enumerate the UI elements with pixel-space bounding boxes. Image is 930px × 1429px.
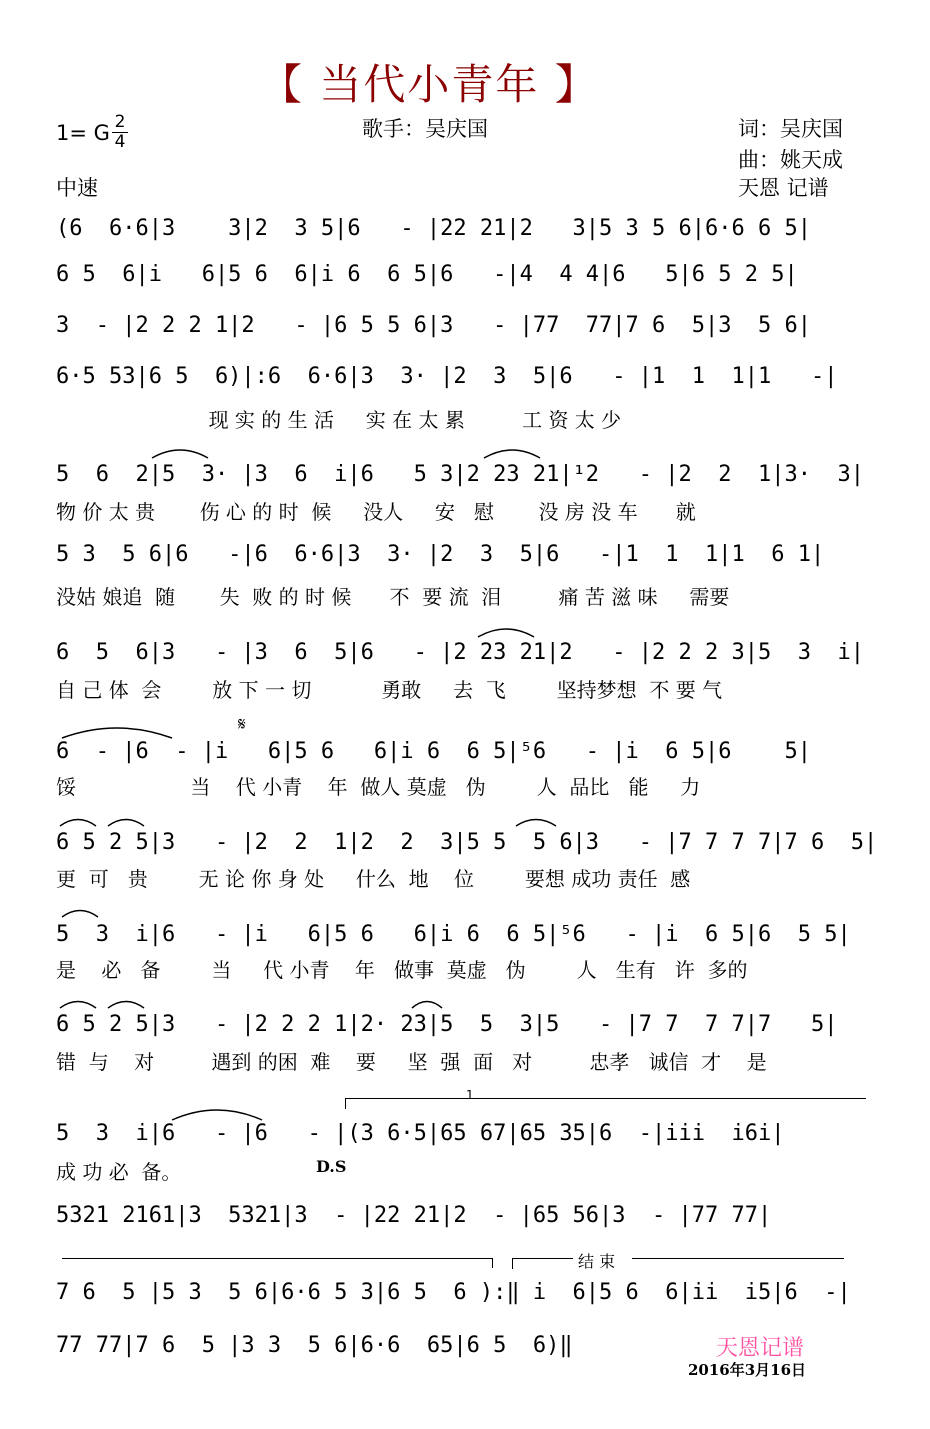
- transcriber-credit: 天恩 记谱: [738, 176, 829, 200]
- tempo-marking: 中速: [56, 176, 98, 200]
- score-line-2: 6 5 6|i 6|5 6 6|i 6 6 5|6 -|4 4 4|6 5|6 5 2 5|: [56, 262, 798, 287]
- slur-mark: [60, 907, 100, 919]
- score-line-4: 6·5 53|6 5 6)|:6 6·6|3 3· |2 3 5|6 - |1 1 1|1 -|: [56, 364, 838, 389]
- score-line-8: 6 - |6 - |i 6|5 6 6|i 6 6 5|⁵6 - |i 6 5|6 5|: [56, 739, 811, 764]
- segno-sign: 𝄋: [238, 714, 246, 735]
- lyrics-line-4: 现 实 的 生 活 实 在 太 累 工 资 太 少: [56, 408, 622, 432]
- tie-mark: [170, 1106, 264, 1122]
- slur-mark: [482, 446, 542, 460]
- slur-mark: [106, 816, 146, 828]
- slur-mark: [514, 816, 558, 828]
- lyrics-line-5: 物 价 太 贵 伤 心 的 时 候 没人 安 慰 没 房 没 车 就: [56, 500, 696, 524]
- lyrics-line-10: 是 必 备 当 代 小青 年 做事 莫虚 伪 人 生有 许 多的: [56, 958, 748, 982]
- volta-end-tick: [492, 1258, 493, 1268]
- time-signature: [112, 114, 128, 151]
- slur-mark: [410, 998, 444, 1010]
- ending-bracket: [512, 1258, 573, 1269]
- ending-label: 结 束: [578, 1252, 616, 1271]
- composer-credit: 曲：姚天成: [738, 148, 843, 172]
- time-signature-bottom: 4: [114, 132, 126, 152]
- score-line-14: 7 6 5 |5 3 5 6|6·6 5 3|6 5 6 ):‖ i 6|5 6 6|ii i5|6 -|: [56, 1280, 851, 1305]
- score-line-7: 6 5 6|3 - |3 6 5|6 - |2 23 21|2 - |2 2 2 3|5 3 i|: [56, 640, 864, 665]
- lyrics-line-11: 错 与 对 遇到 的困 难 要 坚 强 面 对 忠孝 诚信 才 是: [56, 1050, 767, 1074]
- lyrics-line-8: 馁 当 代 小青 年 做人 莫虚 伪 人 品比 能 力: [56, 775, 701, 799]
- transcriber-stamp: 天恩记谱: [716, 1336, 805, 1361]
- slur-mark: [150, 446, 210, 460]
- slur-mark: [476, 625, 536, 639]
- slur-mark: [58, 998, 98, 1010]
- score-line-5: 5 6 2|5 3· |3 6 i|6 5 3|2 23 21|¹2 - |2 2 1|3· 3|: [56, 462, 864, 487]
- volta-extension-line: [62, 1258, 492, 1259]
- score-line-12: 5 3 i|6 - |6 - |(3 6·5|65 67|65 35|6 -|iii i6i|: [56, 1121, 785, 1146]
- score-line-9: 6 5 2 5|3 - |2 2 1|2 2 3|5 5 5 6|3 - |7 7 7 7|7 6 5|: [56, 830, 878, 855]
- lyricist-credit: 词：吴庆国: [738, 117, 843, 141]
- lyrics-line-9: 更 可 贵 无 论 你 身 处 什么 地 位 要想 成功 责任 感: [56, 867, 691, 891]
- score-line-10: 5 3 i|6 - |i 6|5 6 6|i 6 6 5|⁵6 - |i 6 5|6 5 5|: [56, 922, 851, 947]
- score-line-13: 5321 2161|3 5321|3 - |22 21|2 - |65 56|3 - |77 77|: [56, 1203, 772, 1228]
- score-line-11: 6 5 2 5|3 - |2 2 2 1|2· 23|5 5 3|5 - |7 7 7 7|7 5|: [56, 1012, 838, 1037]
- ending-line: [632, 1258, 844, 1259]
- score-line-6: 5 3 5 6|6 -|6 6·6|3 3· |2 3 5|6 -|1 1 1|1 6 1|: [56, 542, 825, 567]
- transcription-date: 2016年3月16日: [688, 1361, 807, 1379]
- slur-mark: [106, 998, 146, 1010]
- score-line-3: 3 - |2 2 2 1|2 - |6 5 5 6|3 - |77 77|7 6 5|3 5 6|: [56, 313, 811, 338]
- score-line-1: (6 6·6|3 3|2 3 5|6 - |22 21|2 3|5 3 5 6|6·6 6 5|: [56, 216, 811, 241]
- lyrics-line-12: 成 功 必 备。: [56, 1160, 182, 1184]
- ds-sign: D.S: [316, 1157, 347, 1176]
- lyrics-line-6: 没姑 娘追 随 失 败 的 时 候 不 要 流 泪 痛 苦 滋 味 需要: [56, 585, 730, 609]
- slur-mark: [58, 816, 98, 828]
- lyrics-line-7: 自 己 体 会 放 下 一 切 勇敢 去 飞 坚持梦想 不 要 气: [56, 678, 723, 702]
- key-signature: 1= G: [56, 121, 110, 145]
- tie-mark: [60, 724, 174, 740]
- singer-credit: 歌手：吴庆国: [362, 117, 488, 141]
- volta-number: 1: [466, 1088, 474, 1102]
- time-signature-top: 2: [114, 112, 126, 132]
- score-line-15: 77 77|7 6 5 |3 3 5 6|6·6 65|6 5 6)‖: [56, 1333, 573, 1358]
- first-ending-bracket: [345, 1098, 866, 1109]
- song-title: 【 当代小青年 】: [260, 60, 599, 109]
